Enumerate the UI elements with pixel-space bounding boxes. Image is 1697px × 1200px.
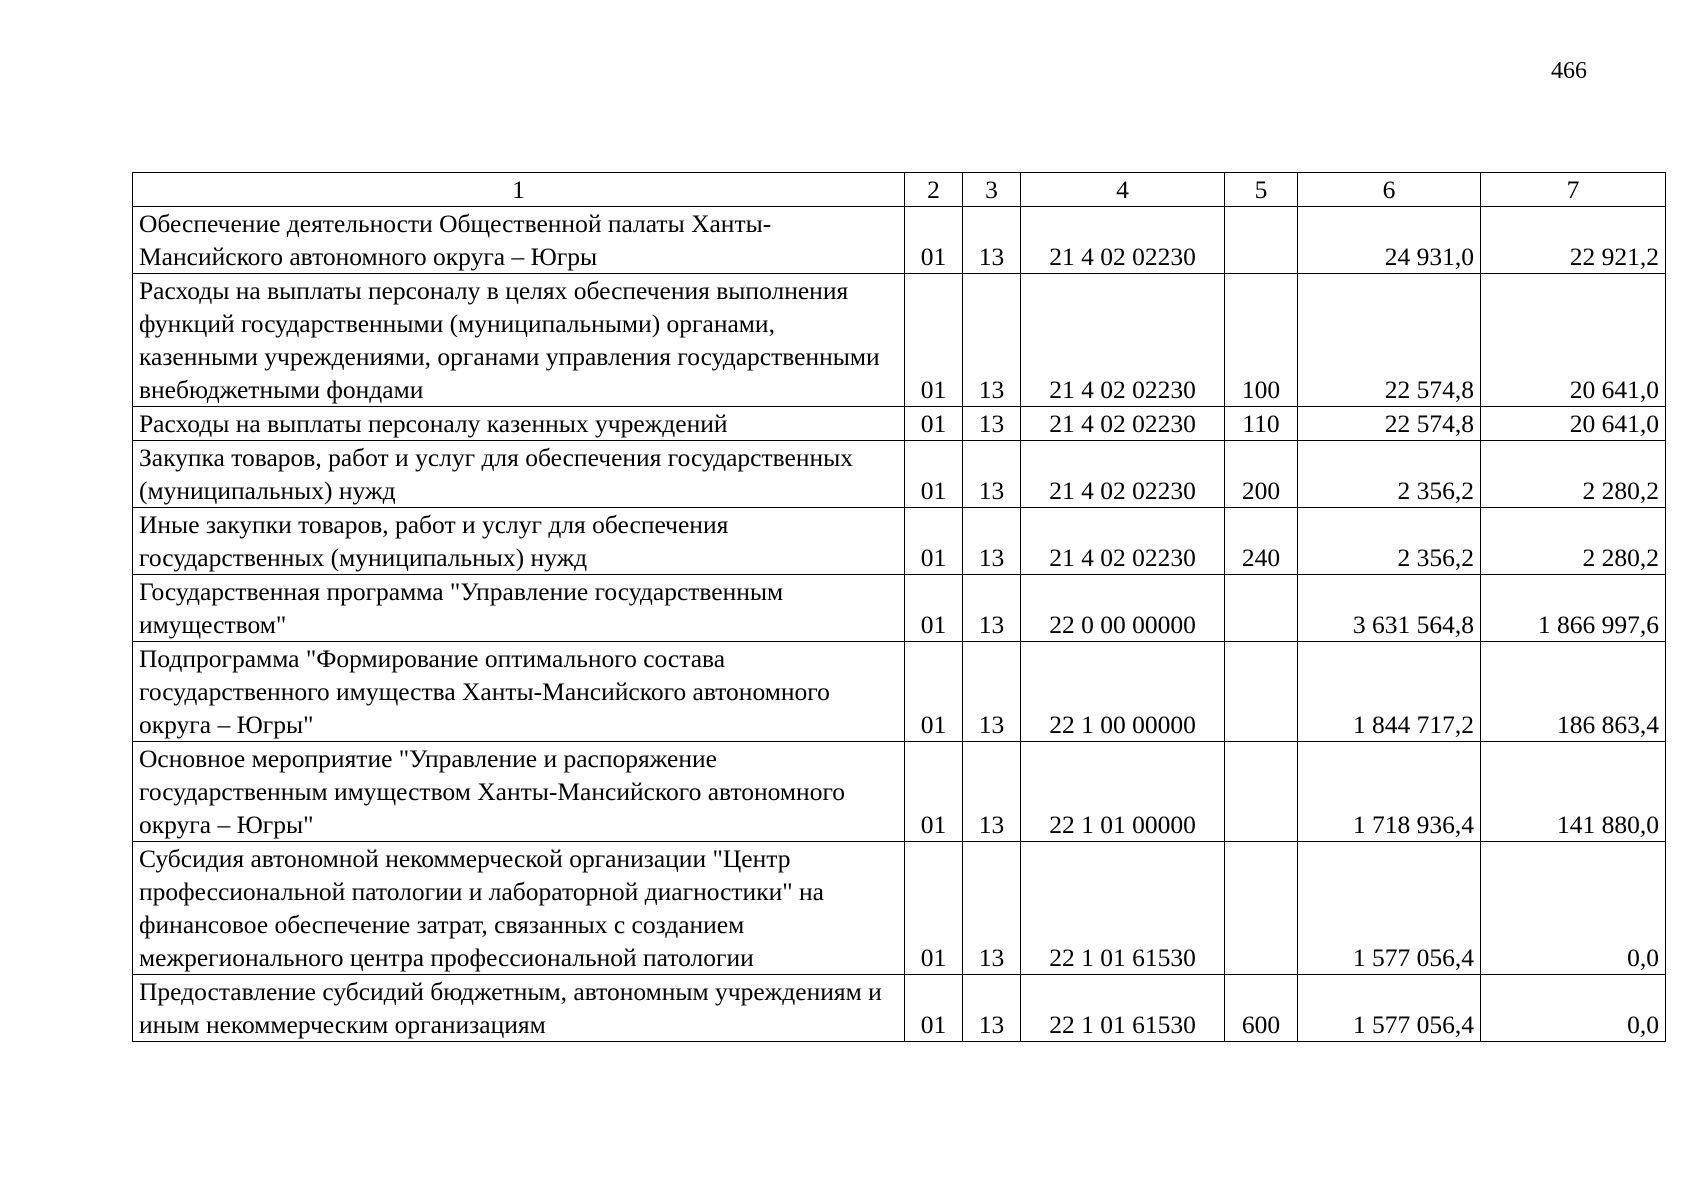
target-article-code: 21 4 02 02230: [1021, 441, 1225, 508]
amount-col7: 141 880,0: [1481, 742, 1666, 842]
expense-type-code: [1225, 207, 1298, 274]
amount-col7: 0,0: [1481, 842, 1666, 975]
target-article-code: 22 0 00 00000: [1021, 575, 1225, 642]
expense-type-code: 600: [1225, 975, 1298, 1042]
target-article-code: 22 1 01 61530: [1021, 975, 1225, 1042]
expense-name: Предоставление субсидий бюджетным, автономным учреждениям и иным некоммерческим организациям: [133, 975, 905, 1042]
target-article-code: 22 1 00 00000: [1021, 642, 1225, 742]
target-article-code: 22 1 01 61530: [1021, 842, 1225, 975]
amount-col6: 1 577 056,4: [1298, 975, 1481, 1042]
amount-col7: 2 280,2: [1481, 508, 1666, 575]
expense-type-code: [1225, 842, 1298, 975]
table-row: [133, 441, 1666, 508]
amount-col7: 0,0: [1481, 975, 1666, 1042]
section-code: 01: [905, 575, 963, 642]
amount-col7: 1 866 997,6: [1481, 575, 1666, 642]
table-row: [133, 575, 1666, 642]
table-row: [133, 742, 1666, 842]
subsection-code: 13: [963, 575, 1021, 642]
expense-name: Расходы на выплаты персоналу в целях обеспечения выполнения функций государственными (муниципальными) органами, казенными учреждениями, органами управления государственными внебюджетными фондами: [133, 274, 905, 407]
expense-name: Основное мероприятие "Управление и распоряжение государственным имуществом Ханты-Мансийского автономного округа – Югры": [133, 742, 905, 842]
expense-name: Субсидия автономной некоммерческой организации "Центр профессиональной патологии и лабораторной диагностики" на финансовое обеспечение затрат, связанных с созданием межрегионального центра профессиональной патологии: [133, 842, 905, 975]
subsection-code: 13: [963, 842, 1021, 975]
section-code: 01: [905, 407, 963, 441]
section-code: 01: [905, 207, 963, 274]
amount-col6: 2 356,2: [1298, 508, 1481, 575]
expense-type-code: [1225, 742, 1298, 842]
target-article-code: 21 4 02 02230: [1021, 508, 1225, 575]
expense-type-code: [1225, 642, 1298, 742]
amount-col6: 22 574,8: [1298, 407, 1481, 441]
expense-type-code: 100: [1225, 274, 1298, 407]
subsection-code: 13: [963, 407, 1021, 441]
table-row: [133, 842, 1666, 975]
table-header-row: [133, 173, 1666, 207]
expense-name: Закупка товаров, работ и услуг для обеспечения государственных (муниципальных) нужд: [133, 441, 905, 508]
expense-type-code: [1225, 575, 1298, 642]
target-article-code: 22 1 01 00000: [1021, 742, 1225, 842]
table-row: [133, 975, 1666, 1042]
amount-col7: 2 280,2: [1481, 441, 1666, 508]
table-row: [133, 508, 1666, 575]
budget-table: [132, 172, 1666, 1042]
section-code: 01: [905, 441, 963, 508]
amount-col7: 186 863,4: [1481, 642, 1666, 742]
column-header: 4: [1021, 173, 1225, 207]
column-header: 1: [133, 173, 905, 207]
column-header: 5: [1225, 173, 1298, 207]
expense-type-code: 240: [1225, 508, 1298, 575]
section-code: 01: [905, 642, 963, 742]
column-header: 3: [963, 173, 1021, 207]
amount-col7: 22 921,2: [1481, 207, 1666, 274]
section-code: 01: [905, 742, 963, 842]
table-row: [133, 274, 1666, 407]
table-row: [133, 207, 1666, 274]
section-code: 01: [905, 274, 963, 407]
amount-col6: 2 356,2: [1298, 441, 1481, 508]
subsection-code: 13: [963, 975, 1021, 1042]
amount-col7: 20 641,0: [1481, 274, 1666, 407]
target-article-code: 21 4 02 02230: [1021, 407, 1225, 441]
page-number: 466: [1551, 58, 1587, 84]
section-code: 01: [905, 975, 963, 1042]
subsection-code: 13: [963, 642, 1021, 742]
subsection-code: 13: [963, 207, 1021, 274]
amount-col6: 1 718 936,4: [1298, 742, 1481, 842]
expense-type-code: 200: [1225, 441, 1298, 508]
expense-name: Иные закупки товаров, работ и услуг для обеспечения государственных (муниципальных) нужд: [133, 508, 905, 575]
target-article-code: 21 4 02 02230: [1021, 274, 1225, 407]
section-code: 01: [905, 508, 963, 575]
expense-name: Расходы на выплаты персоналу казенных учреждений: [133, 407, 905, 441]
subsection-code: 13: [963, 441, 1021, 508]
column-header: 2: [905, 173, 963, 207]
target-article-code: 21 4 02 02230: [1021, 207, 1225, 274]
table-row: [133, 642, 1666, 742]
column-header: 6: [1298, 173, 1481, 207]
amount-col7: 20 641,0: [1481, 407, 1666, 441]
section-code: 01: [905, 842, 963, 975]
amount-col6: 1 844 717,2: [1298, 642, 1481, 742]
table-row: [133, 407, 1666, 441]
subsection-code: 13: [963, 274, 1021, 407]
amount-col6: 22 574,8: [1298, 274, 1481, 407]
column-header: 7: [1481, 173, 1666, 207]
amount-col6: 24 931,0: [1298, 207, 1481, 274]
amount-col6: 1 577 056,4: [1298, 842, 1481, 975]
amount-col6: 3 631 564,8: [1298, 575, 1481, 642]
expense-name: Государственная программа "Управление государственным имуществом": [133, 575, 905, 642]
expense-name: Подпрограмма "Формирование оптимального состава государственного имущества Ханты-Мансийского автономного округа – Югры": [133, 642, 905, 742]
subsection-code: 13: [963, 508, 1021, 575]
expense-type-code: 110: [1225, 407, 1298, 441]
subsection-code: 13: [963, 742, 1021, 842]
expense-name: Обеспечение деятельности Общественной палаты Ханты-Мансийского автономного округа – Югры: [133, 207, 905, 274]
